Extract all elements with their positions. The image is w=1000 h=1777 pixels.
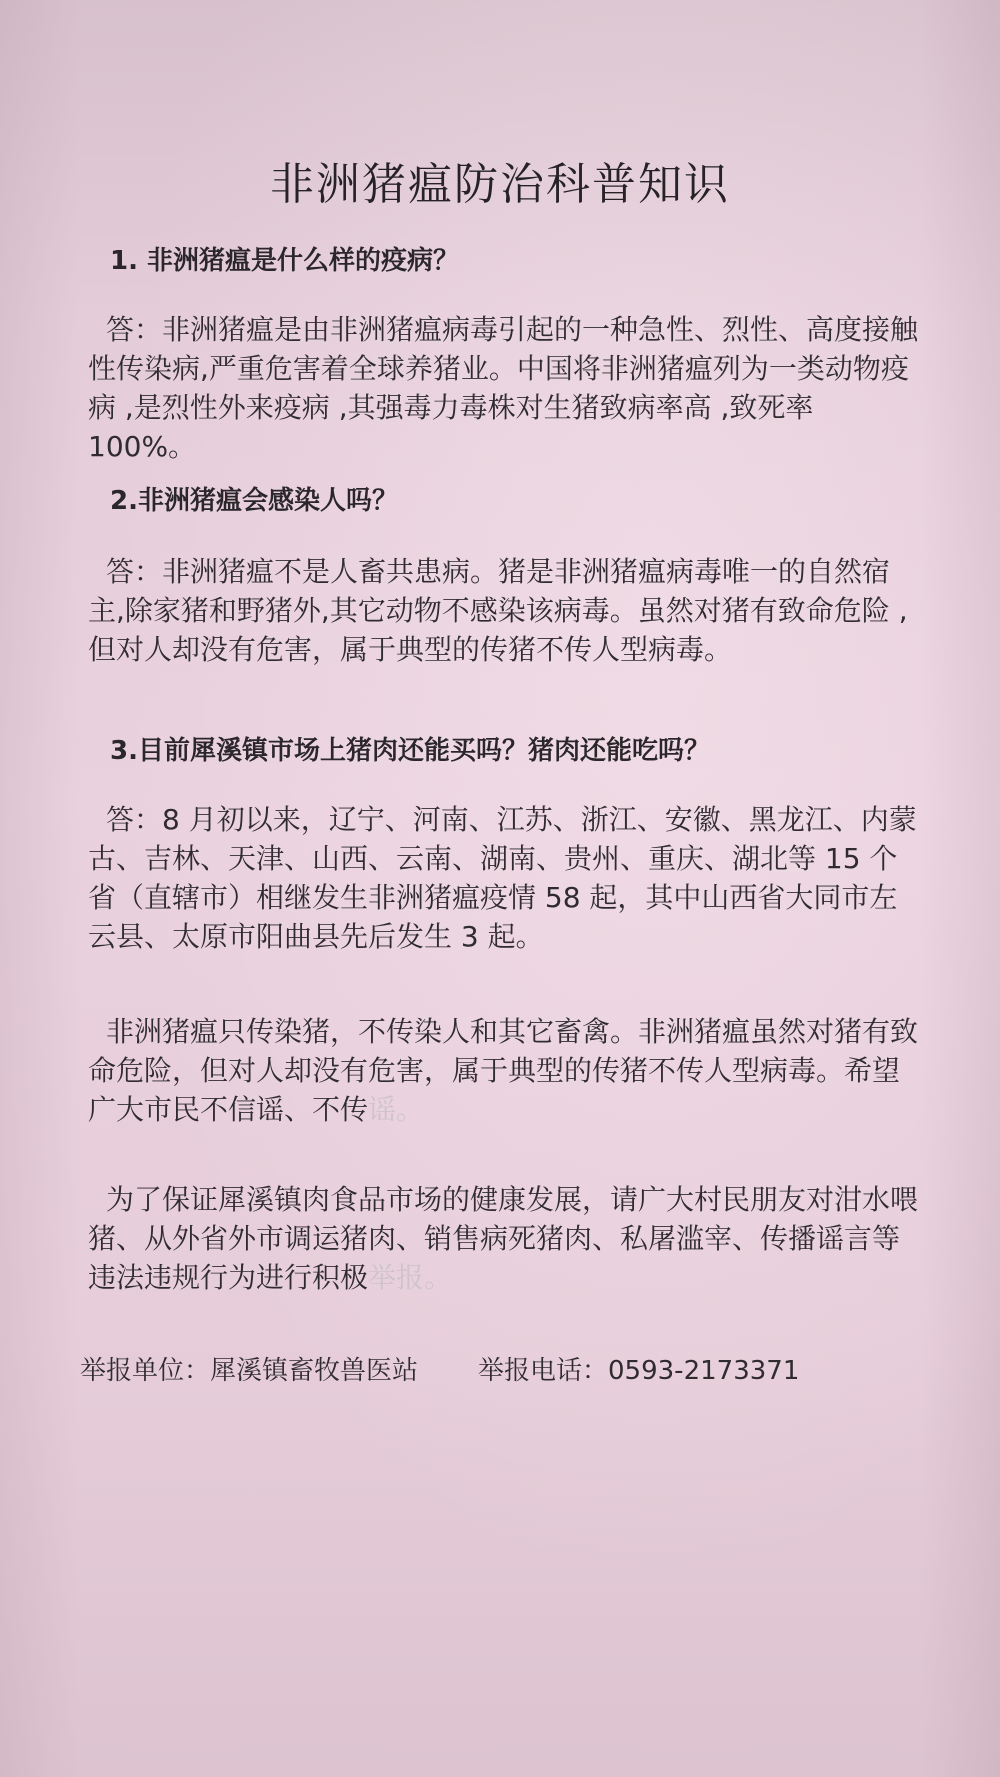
paragraph-report-text: 为了保证犀溪镇肉食品市场的健康发展，请广大村民朋友对泔水喂猪、从外省外市调运猪肉、销售病死猪肉、私屠滥宰、传播谣言等违法违规行为进行积极 [88, 1183, 919, 1294]
question-1: 1. 非洲猪瘟是什么样的疫病？ [110, 246, 460, 276]
paragraph-rumor [88, 1012, 918, 1129]
answer-2-text: 答：非洲猪瘟不是人畜共患病。猪是非洲猪瘟病毒唯一的自然宿主,除家猪和野猪外,其它动物不感染该病毒。虽然对猪有致命危险 ,但对人却没有危害，属于典型的传猪不传人型病毒。 [88, 555, 908, 666]
question-2: 2.非洲猪瘟会感染人吗？ [110, 486, 398, 516]
answer-1 [88, 310, 918, 466]
report-footer [80, 1350, 799, 1387]
page-title: 非洲猪瘟防治科普知识 [270, 159, 730, 210]
report-unit: 举报单位：犀溪镇畜牧兽医站 [80, 1356, 419, 1386]
answer-1-text: 答：非洲猪瘟是由非洲猪瘟病毒引起的一种急性、烈性、高度接触性传染病,严重危害着全球养猪业。中国将非洲猪瘟列为一类动物疫病 ,是烈性外来疫病 ,其强毒力毒株对生猪致病率高 ,致死率 100%。 [88, 313, 919, 463]
answer-3-text: 答：8 月初以来，辽宁、河南、江苏、浙江、安徽、黑龙江、内蒙古、吉林、天津、山西、云南、湖南、贵州、重庆、湖北等 15 个省（直辖市）相继发生非洲猪瘟疫情 58 起，其中山西省大同市左云县、太原市阳曲县先后发生 3 起。 [88, 803, 917, 953]
paragraph-report [88, 1180, 918, 1297]
paragraph-report-faded-text: 举报。 [368, 1261, 453, 1294]
paragraph-rumor-text: 非洲猪瘟只传染猪，不传染人和其它畜禽。非洲猪瘟虽然对猪有致命危险，但对人却没有危害，属于典型的传猪不传人型病毒。希望广大市民不信谣、不传 [88, 1015, 919, 1126]
question-3: 3.目前犀溪镇市场上猪肉还能买吗？猪肉还能吃吗？ [110, 736, 710, 766]
paragraph-rumor-faded-text: 谣。 [368, 1093, 425, 1126]
answer-2 [88, 552, 918, 669]
answer-3 [88, 800, 918, 956]
report-phone: 举报电话：0593-2173371 [478, 1356, 800, 1386]
